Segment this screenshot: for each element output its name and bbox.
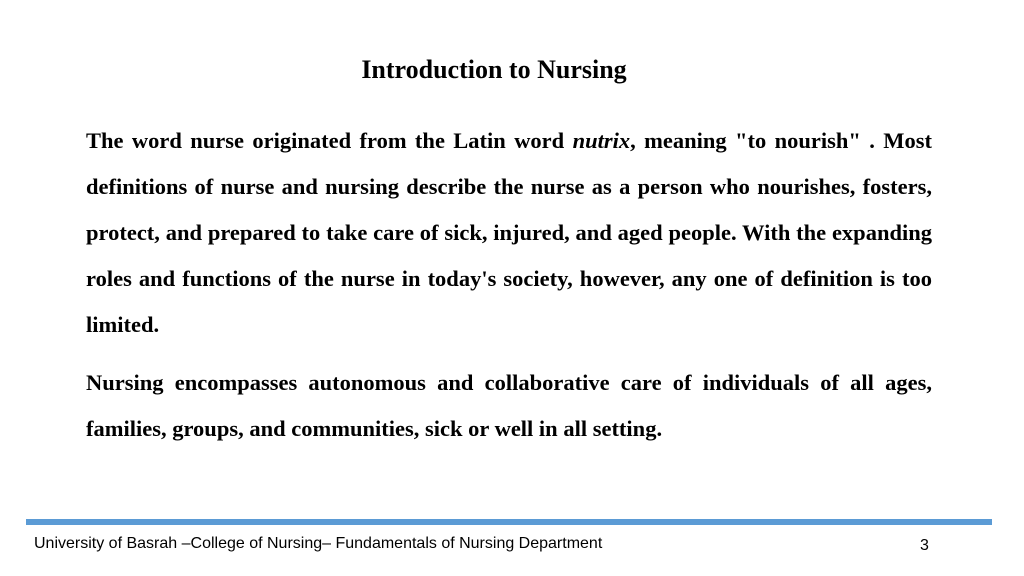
slide-title: Introduction to Nursing [361, 55, 627, 84]
page-number: 3 [920, 537, 929, 554]
paragraph-origin-text-rest: , meaning "to nourish" . Most definitions of nurse and nursing describe the nurse as a person who nourishes, fosters, protect, and prepared to take care of sick, injured, and aged people. With the expanding roles and functions of the nurse in today's society, however, any one of definition is too limited. [86, 128, 932, 337]
footer-institution-text: University of Basrah –College of Nursing– Fundamentals of Nursing Department [34, 535, 603, 552]
latin-word-nutrix: nutrix [572, 128, 631, 153]
paragraph-origin-text-start: The word nurse originated from the Latin word [86, 128, 573, 153]
paragraph-definition: Nursing encompasses autonomous and collaborative care of individuals of all ages, families, groups, and communities, sick or well in all setting. [86, 370, 932, 441]
footer-divider-bar [26, 519, 992, 525]
paragraph-origin [86, 118, 932, 348]
